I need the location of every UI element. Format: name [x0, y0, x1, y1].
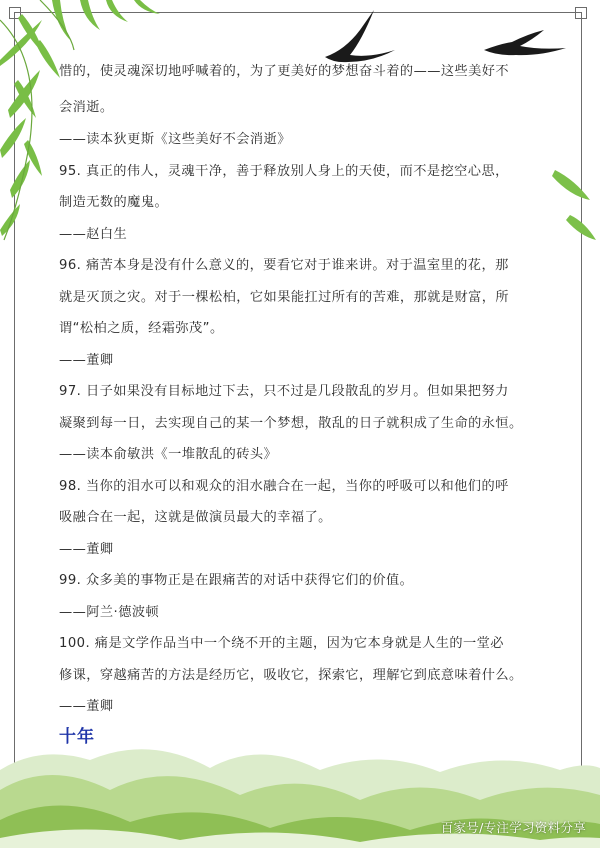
watermark-text: 百家号/专注学习资料分享	[440, 820, 586, 835]
quote-attribution: ——董卿	[59, 542, 114, 557]
text-line: 就是灭顶之灾。对于一棵松柏，它如果能扛过所有的苦难，那就是财富，所	[59, 290, 510, 305]
text-line: 会消逝。	[59, 100, 114, 115]
quote-attribution: ——读本狄更斯《这些美好不会消逝》	[59, 132, 291, 147]
text-line: 谓“松柏之质，经霜弥茂”。	[59, 321, 224, 336]
text-line: 惜的，使灵魂深切地呼喊着的，为了更美好的梦想奋斗着的——这些美好不	[59, 64, 510, 79]
text-line: 吸融合在一起，这就是做演员最大的幸福了。	[59, 510, 332, 525]
swallow-bird-illustration	[325, 10, 566, 62]
text-line: 修课，穿越痛苦的方法是经历它，吸收它，探索它，理解它到底意味着什么。	[59, 668, 523, 683]
text-line: 100. 痛是文学作品当中一个绕不开的主题，因为它本身就是人生的一堂必	[59, 636, 504, 651]
quote-attribution: ——阿兰·德波顿	[59, 605, 160, 620]
quote-attribution: ——董卿	[59, 353, 114, 368]
text-line: 95. 真正的伟人，灵魂干净，善于释放别人身上的天使，而不是挖空心思，	[59, 164, 509, 179]
text-line: 97. 日子如果没有目标地过下去，只不过是几段散乱的岁月。但如果把努力	[59, 384, 509, 399]
text-line: 制造无数的魔鬼。	[59, 195, 169, 210]
quote-attribution: ——读本俞敏洪《一堆散乱的砖头》	[59, 447, 278, 462]
quote-attribution: ——赵白生	[59, 227, 128, 242]
quote-attribution: ——董卿	[59, 699, 114, 714]
section-heading: 十年	[59, 727, 95, 747]
text-line: 98. 当你的泪水可以和观众的泪水融合在一起，当你的呼吸可以和他们的呼	[59, 479, 509, 494]
text-line: 96. 痛苦本身是没有什么意义的，要看它对于谁来讲。对于温室里的花，那	[59, 258, 509, 273]
text-line: 凝聚到每一日，去实现自己的某一个梦想，散乱的日子就积成了生命的永恒。	[59, 416, 523, 431]
text-line: 99. 众多美的事物正是在跟痛苦的对话中获得它们的价值。	[59, 573, 414, 588]
